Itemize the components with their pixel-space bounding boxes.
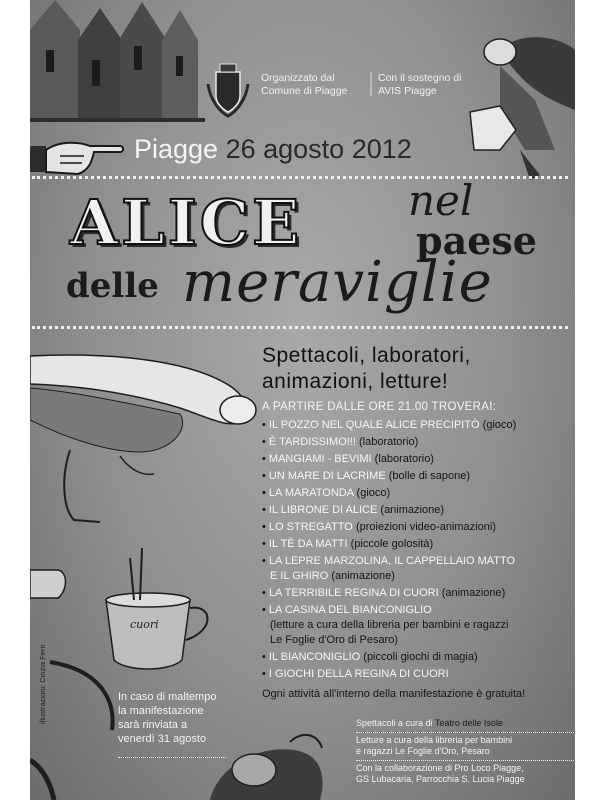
weather-line2: la manifestazione [118,705,204,717]
credits-row [356,760,574,785]
event-note: (piccoli giochi di magia) [363,651,478,663]
sponsor-line2: AVIS Piagge [378,85,437,97]
event-note: (piccole golosità) [350,538,434,550]
organizer-block [261,72,347,98]
event-note: (gioco) [482,419,517,431]
event-item [262,452,572,467]
event-note: (gioco) [356,487,391,499]
event-name: • LA LEPRE MARZOLINA, IL CAPPELLAIO MATTO [262,555,515,567]
event-item [262,554,572,584]
teacup-illustration [30,548,208,669]
event-detail [262,569,572,584]
event-item [262,520,572,535]
event-name: • IL LIBRONE DI ALICE [262,504,377,516]
title-delle: delle [66,266,159,306]
event-name: • MANGIAMI - BEVIMI [262,453,372,465]
free-activities-note: Ogni attività all'interno della manifestazione è gratuita! [262,688,526,700]
weather-line4: venerdì 31 agosto [118,733,207,745]
organizer-line2: Comune di Piagge [261,85,348,97]
event-note: (animazione) [380,504,444,516]
event-item [262,603,572,648]
credits-block [356,716,574,788]
event-date-line [134,134,412,165]
event-name: • IL TÈ DA MATTI [262,538,348,550]
dotted-divider-top [32,176,568,179]
subtitle-line1: Spettacoli, laboratori, [262,344,471,367]
events-list [262,418,572,684]
event-name: • LA CASINA DEL BIANCONIGLIO [262,604,432,616]
credits-readings-line1: Letture a cura della libreria per bambini [356,735,513,745]
title-alice: ALICE [70,186,303,259]
event-detail-note: (animazione) [331,570,395,582]
alice-girl-illustration [470,37,575,180]
credits-collab-line2: GS Lubacaria, Parrocchia S. Lucia Piagge [356,774,525,784]
event-name: • IL POZZO NEL QUALE ALICE PRECIPITÒ [262,419,480,431]
credits-collab-line1: Con la collaborazione di Pro Loco Piagge, [356,763,524,773]
organizer-line1: Organizzato dal [261,72,335,84]
event-name: • UN MARE DI LACRIME [262,470,386,482]
event-note: (animazione) [441,587,506,599]
title-meraviglie: meraviglie [182,250,493,315]
event-name: • LA MARATONDA [262,487,353,499]
white-rabbit-illustration [30,355,256,522]
title-nel: nel [408,176,474,225]
comune-emblem-icon [208,64,248,116]
weather-line3: sarà rinviata a [118,719,188,731]
event-item [262,469,572,484]
event-name: • I GIOCHI DELLA REGINA DI CUORI [262,668,449,680]
event-name: • IL BIANCONIGLIO [262,651,360,663]
event-item [262,435,572,450]
poster [30,0,575,800]
credits-readings-line2: e ragazzi Le Foglie d'Oro, Pesaro [356,746,490,756]
sponsor-line1: Con il sostegno di [378,72,462,84]
event-item [262,503,572,518]
weather-divider [118,757,226,758]
event-note: (proiezioni video-animazioni) [355,521,496,533]
svg-text:cuori: cuori [130,618,159,631]
event-note: (bolle di sapone) [388,470,471,482]
sponsor-block [378,72,461,98]
event-date: 26 agosto 2012 [225,134,412,164]
event-item [262,486,572,501]
dotted-divider-bottom [32,326,568,329]
event-detail-name: E IL GHIRO [270,570,329,582]
event-note: (laboratorio) [374,453,434,465]
event-detail: Le Foglie d'Oro di Pesaro) [270,634,399,646]
credits-row [356,732,574,757]
weather-notice [118,690,238,746]
event-name: • LA TERRIBILE REGINA DI CUORI [262,587,439,599]
event-item [262,586,572,601]
event-name: • È TARDISSIMO!!! [262,436,356,448]
event-detail: (letture a cura della libreria per bambini e ragazzi [270,619,509,631]
credits-shows-label: Spettacoli a cura di [356,718,433,728]
credits-shows-value: Teatro delle Isole [434,718,503,728]
event-name: • LO STREGATTO [262,521,353,533]
event-item [262,650,572,665]
subtitle [262,343,471,395]
title-paese: paese [416,218,537,263]
event-item [262,418,572,433]
pointing-hand-illustration [30,143,123,174]
event-note: (laboratorio) [358,436,419,448]
subtitle-line2: animazioni, letture! [262,370,449,393]
illustration-credit: illustrazioni: Cinzia Ferri [38,644,47,724]
program-intro: A PARTIRE DALLE ORE 21.00 TROVERAI: [262,401,497,413]
credits-row [356,716,574,729]
event-place: Piagge [134,134,219,164]
event-item [262,537,572,552]
event-item [262,667,572,682]
weather-line1: In caso di maltempo [118,691,217,703]
houses-illustration [30,0,205,122]
